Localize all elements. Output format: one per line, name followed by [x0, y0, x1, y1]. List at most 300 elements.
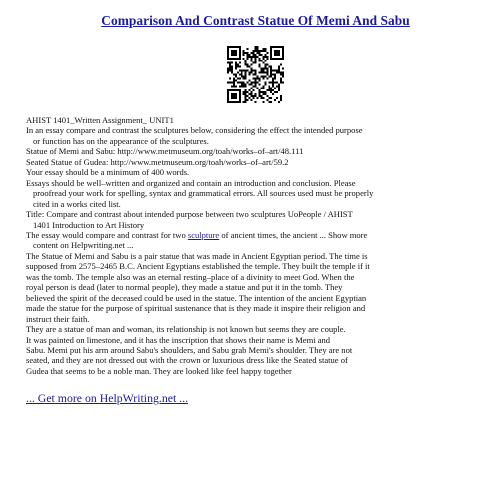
qr-module — [266, 89, 268, 91]
qr-module — [274, 99, 276, 101]
qr-module — [282, 72, 284, 74]
qr-module — [235, 75, 237, 77]
body-line: cited in a works cited list. — [33, 198, 121, 209]
qr-module — [245, 93, 247, 95]
qr-module — [237, 101, 239, 103]
qr-module — [233, 93, 235, 95]
qr-module — [266, 74, 268, 76]
qr-module — [264, 72, 266, 74]
qr-module — [249, 97, 251, 99]
qr-module — [282, 56, 284, 58]
qr-module — [231, 46, 233, 48]
qr-module — [227, 95, 229, 97]
body-line: instruct their faith. — [26, 313, 90, 324]
qr-module — [256, 77, 258, 79]
qr-module — [235, 68, 237, 70]
qr-module — [262, 50, 264, 52]
qr-module — [227, 48, 229, 50]
qr-module — [229, 62, 231, 64]
qr-module — [276, 58, 278, 60]
qr-module — [251, 70, 253, 72]
qr-module — [251, 91, 253, 93]
qr-module — [258, 83, 260, 85]
qr-module — [227, 68, 229, 70]
qr-module — [262, 56, 264, 58]
qr-module — [264, 83, 266, 85]
qr-module — [235, 50, 237, 52]
qr-module — [256, 75, 258, 77]
qr-module — [239, 50, 241, 52]
qr-module — [243, 81, 245, 83]
qr-module — [249, 66, 251, 68]
qr-module — [255, 60, 257, 62]
qr-module — [239, 56, 241, 58]
qr-module — [233, 83, 235, 85]
qr-module — [274, 81, 276, 83]
qr-code-icon — [227, 46, 284, 103]
qr-module — [262, 93, 264, 95]
qr-module — [247, 91, 249, 93]
qr-module — [270, 89, 272, 91]
qr-module — [260, 97, 262, 99]
qr-module — [247, 70, 249, 72]
body-line: Statue of Memi and Sabu: http://www.metmuseum.org/toah/works–of–art/48.111 — [26, 146, 304, 157]
qr-module — [274, 74, 276, 76]
qr-module — [241, 83, 243, 85]
qr-module — [243, 85, 245, 87]
qr-module — [247, 58, 249, 60]
qr-module — [247, 52, 249, 54]
qr-module — [255, 77, 257, 79]
qr-module — [258, 60, 260, 62]
qr-module — [227, 52, 229, 54]
qr-module — [256, 56, 258, 58]
qr-module — [251, 58, 253, 60]
qr-module — [282, 54, 284, 56]
qr-module — [231, 50, 233, 52]
qr-module — [266, 95, 268, 97]
qr-module — [247, 56, 249, 58]
qr-module — [247, 99, 249, 101]
qr-module — [239, 91, 241, 93]
qr-module — [255, 79, 257, 81]
qr-module — [255, 58, 257, 60]
qr-module — [282, 46, 284, 48]
qr-module — [227, 56, 229, 58]
body-line: proofread your work for spelling, syntax and grammatical errors. All sources used must be properly — [33, 188, 374, 199]
qr-module — [274, 50, 276, 52]
qr-module — [253, 74, 255, 76]
qr-module — [264, 64, 266, 66]
qr-module — [280, 72, 282, 74]
qr-module — [270, 58, 272, 60]
qr-module — [262, 48, 264, 50]
qr-module — [233, 97, 235, 99]
qr-module — [266, 58, 268, 60]
qr-module — [245, 91, 247, 93]
qr-module — [256, 81, 258, 83]
qr-module — [274, 46, 276, 48]
qr-module — [231, 52, 233, 54]
qr-module — [264, 54, 266, 56]
qr-module — [231, 93, 233, 95]
body-line: Your essay should be a minimum of 400 words. — [26, 167, 190, 178]
qr-module — [258, 50, 260, 52]
qr-module — [231, 54, 233, 56]
qr-module — [262, 58, 264, 60]
body-line: Essays should be well–written and organized and contain an introduction and conclusion. Please — [26, 177, 356, 188]
qr-module — [276, 52, 278, 54]
qr-module — [227, 54, 229, 56]
qr-module — [260, 68, 262, 70]
qr-module — [270, 81, 272, 83]
qr-module — [231, 101, 233, 103]
qr-module — [282, 75, 284, 77]
sculpture-link[interactable]: sculpture — [187, 229, 220, 240]
qr-module — [278, 87, 280, 89]
qr-module — [274, 77, 276, 79]
qr-module — [231, 58, 233, 60]
qr-module — [274, 87, 276, 89]
qr-module — [256, 48, 258, 50]
qr-module — [245, 83, 247, 85]
qr-module — [255, 62, 257, 64]
qr-module — [239, 70, 241, 72]
qr-module — [280, 74, 282, 76]
qr-module — [239, 99, 241, 101]
qr-module — [243, 77, 245, 79]
qr-module — [247, 95, 249, 97]
qr-module — [266, 64, 268, 66]
qr-module — [251, 81, 253, 83]
qr-module — [227, 101, 229, 103]
qr-module — [276, 54, 278, 56]
body-line: They are a statue of man and woman, its relationship is not known but seems they are couple. — [26, 324, 346, 335]
qr-module — [241, 74, 243, 76]
qr-module — [274, 58, 276, 60]
qr-module — [258, 54, 260, 56]
qr-module — [233, 54, 235, 56]
qr-module — [274, 52, 276, 54]
qr-module — [239, 93, 241, 95]
qr-module — [255, 101, 257, 103]
qr-module — [260, 95, 262, 97]
qr-module — [278, 58, 280, 60]
qr-module — [239, 81, 241, 83]
qr-module — [262, 75, 264, 77]
qr-module — [280, 81, 282, 83]
qr-module — [276, 50, 278, 52]
qr-module — [237, 46, 239, 48]
qr-module — [272, 58, 274, 60]
qr-module — [264, 93, 266, 95]
qr-module — [278, 72, 280, 74]
qr-module — [239, 95, 241, 97]
qr-module — [262, 85, 264, 87]
qr-module — [260, 60, 262, 62]
body-text: of ancient times, the ancient ... Show more — [219, 229, 368, 240]
qr-module — [245, 99, 247, 101]
qr-module — [278, 85, 280, 87]
qr-module — [245, 77, 247, 79]
get-more-link[interactable]: ... Get more on HelpWriting.net ... — [26, 391, 189, 406]
qr-module — [255, 74, 257, 76]
body-line: or function has on the appearance of the sculptures. — [33, 135, 209, 146]
qr-module — [239, 97, 241, 99]
qr-module — [229, 77, 231, 79]
qr-module — [278, 50, 280, 52]
qr-module — [231, 70, 233, 72]
qr-module — [266, 77, 268, 79]
qr-module — [229, 68, 231, 70]
qr-module — [278, 101, 280, 103]
qr-module — [227, 62, 229, 64]
qr-module — [233, 81, 235, 83]
body-line: Gudea that seems to be a noble man. They are looked like feel happy together — [26, 365, 292, 376]
qr-module — [239, 89, 241, 91]
qr-module — [280, 95, 282, 97]
qr-module — [256, 50, 258, 52]
body-line: AHIST 1401_Written Assignment_ UNIT1 — [26, 115, 174, 125]
qr-module — [231, 68, 233, 70]
qr-module — [262, 87, 264, 89]
qr-module — [258, 79, 260, 81]
qr-module — [270, 48, 272, 50]
qr-module — [243, 83, 245, 85]
body-line: seated, and they are not dressed out with the crown or luxurious dress like the Seated statue of — [26, 355, 348, 366]
qr-module — [270, 46, 272, 48]
body-line: It was painted on limestone, and it has the inscription that shows their name is Memi and — [26, 334, 331, 345]
qr-module — [251, 95, 253, 97]
qr-module — [268, 89, 270, 91]
qr-module — [264, 75, 266, 77]
qr-module — [247, 66, 249, 68]
qr-module — [243, 75, 245, 77]
qr-module — [278, 54, 280, 56]
qr-module — [229, 46, 231, 48]
qr-module — [260, 70, 262, 72]
qr-module — [264, 60, 266, 62]
qr-module — [282, 48, 284, 50]
qr-module — [262, 97, 264, 99]
qr-module — [245, 64, 247, 66]
qr-module — [270, 50, 272, 52]
qr-module — [227, 99, 229, 101]
qr-module — [251, 72, 253, 74]
qr-module — [247, 81, 249, 83]
qr-module — [249, 89, 251, 91]
qr-module — [255, 46, 257, 48]
page-title[interactable]: Comparison And Contrast Statue Of Memi And Sabu — [101, 13, 410, 28]
qr-module — [262, 101, 264, 103]
qr-module — [262, 77, 264, 79]
qr-module — [235, 89, 237, 91]
body-line — [26, 230, 485, 240]
qr-module — [272, 46, 274, 48]
qr-module — [237, 58, 239, 60]
qr-module — [274, 70, 276, 72]
qr-module — [270, 72, 272, 74]
qr-module — [276, 72, 278, 74]
qr-module — [278, 52, 280, 54]
qr-module — [272, 83, 274, 85]
qr-module — [249, 74, 251, 76]
qr-module — [247, 48, 249, 50]
qr-module — [227, 70, 229, 72]
qr-module — [270, 75, 272, 77]
document-body — [26, 115, 485, 376]
qr-module — [276, 91, 278, 93]
qr-module — [262, 91, 264, 93]
qr-module — [280, 99, 282, 101]
qr-module — [264, 81, 266, 83]
qr-module — [278, 66, 280, 68]
qr-module — [235, 66, 237, 68]
qr-module — [253, 81, 255, 83]
qr-module — [233, 74, 235, 76]
qr-module — [258, 77, 260, 79]
qr-module — [235, 101, 237, 103]
qr-module — [239, 77, 241, 79]
qr-module — [264, 91, 266, 93]
qr-module — [239, 66, 241, 68]
qr-module — [253, 89, 255, 91]
qr-module — [268, 87, 270, 89]
qr-module — [262, 62, 264, 64]
qr-module — [235, 52, 237, 54]
qr-module — [253, 56, 255, 58]
qr-module — [243, 70, 245, 72]
qr-module — [227, 46, 229, 48]
qr-module — [262, 72, 264, 74]
qr-module — [249, 93, 251, 95]
qr-module — [251, 56, 253, 58]
body-line: The Statue of Memi and Sabu is a pair statue that was made in Ancient Egyptian period. The time is — [26, 250, 368, 261]
qr-module — [258, 89, 260, 91]
qr-module — [231, 62, 233, 64]
qr-module — [231, 85, 233, 87]
qr-module — [251, 93, 253, 95]
qr-module — [268, 75, 270, 77]
qr-module — [245, 74, 247, 76]
qr-module — [260, 91, 262, 93]
qr-module — [251, 87, 253, 89]
qr-module — [272, 81, 274, 83]
qr-module — [245, 60, 247, 62]
qr-module — [255, 54, 257, 56]
qr-module — [229, 64, 231, 66]
qr-module — [270, 101, 272, 103]
qr-module — [264, 50, 266, 52]
qr-module — [255, 85, 257, 87]
qr-module — [270, 87, 272, 89]
qr-module — [280, 46, 282, 48]
qr-module — [237, 89, 239, 91]
qr-module — [272, 85, 274, 87]
qr-module — [278, 89, 280, 91]
qr-module — [231, 66, 233, 68]
qr-module — [270, 70, 272, 72]
qr-module — [229, 81, 231, 83]
qr-module — [233, 79, 235, 81]
qr-module — [258, 72, 260, 74]
qr-module — [266, 68, 268, 70]
qr-module — [278, 83, 280, 85]
qr-module — [227, 89, 229, 91]
qr-module — [255, 56, 257, 58]
qr-module — [239, 58, 241, 60]
qr-module — [231, 95, 233, 97]
qr-module — [255, 81, 257, 83]
qr-module — [233, 50, 235, 52]
qr-module — [235, 79, 237, 81]
qr-module — [245, 101, 247, 103]
qr-module — [266, 70, 268, 72]
qr-module — [245, 95, 247, 97]
qr-module — [260, 75, 262, 77]
qr-module — [258, 66, 260, 68]
qr-module — [270, 52, 272, 54]
qr-module — [253, 85, 255, 87]
qr-module — [235, 74, 237, 76]
qr-module — [227, 91, 229, 93]
qr-module — [245, 72, 247, 74]
qr-module — [243, 50, 245, 52]
body-line: In an essay compare and contrast the sculptures below, considering the effect the intended purpose — [26, 125, 363, 136]
qr-module — [272, 93, 274, 95]
qr-module — [229, 89, 231, 91]
qr-module — [256, 87, 258, 89]
qr-module — [276, 85, 278, 87]
qr-module — [229, 66, 231, 68]
qr-module — [262, 70, 264, 72]
qr-module — [229, 58, 231, 60]
qr-module — [245, 97, 247, 99]
qr-module — [239, 62, 241, 64]
qr-module — [251, 83, 253, 85]
body-line: content on Helpwriting.net ... — [33, 240, 134, 251]
qr-module — [247, 64, 249, 66]
qr-module — [249, 79, 251, 81]
qr-module — [251, 68, 253, 70]
qr-module — [255, 83, 257, 85]
qr-module — [249, 56, 251, 58]
qr-module — [266, 72, 268, 74]
qr-module — [239, 48, 241, 50]
qr-module — [251, 52, 253, 54]
qr-module — [239, 54, 241, 56]
body-line: Seated Statue of Gudea: http://www.metmuseum.org/toah/works–of–art/59.2 — [26, 156, 289, 167]
qr-module — [249, 72, 251, 74]
qr-module — [282, 58, 284, 60]
qr-module — [258, 93, 260, 95]
qr-module — [235, 64, 237, 66]
qr-module — [255, 93, 257, 95]
qr-module — [249, 83, 251, 85]
qr-module — [278, 70, 280, 72]
qr-module — [258, 52, 260, 54]
qr-module — [274, 91, 276, 93]
qr-module — [233, 89, 235, 91]
qr-module — [280, 64, 282, 66]
qr-module — [241, 85, 243, 87]
qr-module — [229, 101, 231, 103]
qr-module — [256, 46, 258, 48]
qr-module — [276, 70, 278, 72]
qr-module — [233, 58, 235, 60]
qr-module — [276, 46, 278, 48]
qr-module — [256, 97, 258, 99]
